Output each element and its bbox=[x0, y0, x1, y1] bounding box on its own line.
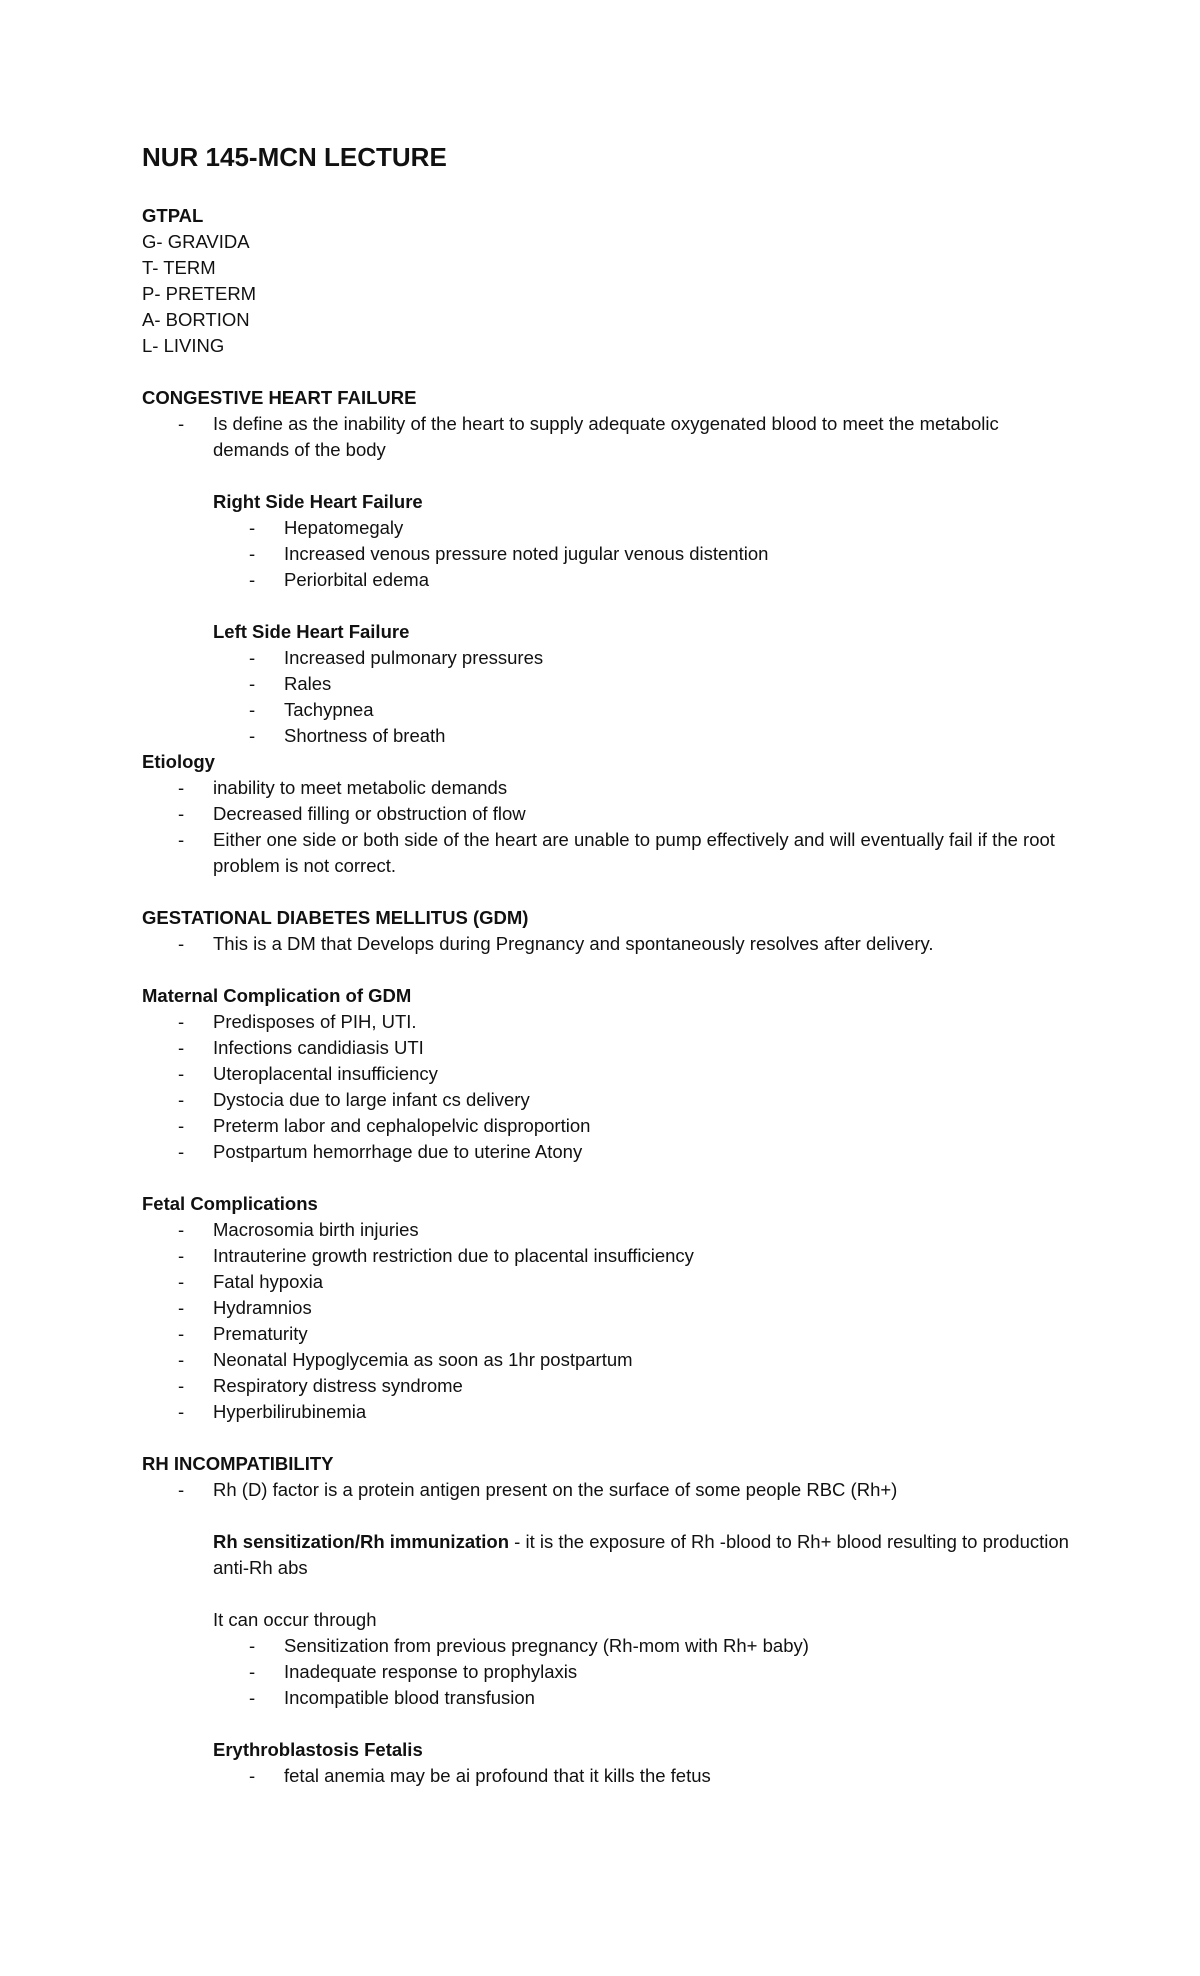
list-item-text: Prematurity bbox=[213, 1323, 308, 1344]
chf-heading: CONGESTIVE HEART FAILURE bbox=[142, 387, 417, 408]
list-item-text: Preterm labor and cephalopelvic disproportion bbox=[213, 1115, 591, 1136]
gdm-definition-item bbox=[142, 931, 1072, 957]
gdm-heading: GESTATIONAL DIABETES MELLITUS (GDM) bbox=[142, 907, 529, 928]
gtpal-item: A- BORTION bbox=[142, 309, 250, 330]
list-item-text: Periorbital edema bbox=[284, 569, 429, 590]
list-item-text: inability to meet metabolic demands bbox=[213, 777, 508, 798]
rh-definition-item bbox=[142, 1477, 1072, 1503]
list-item bbox=[142, 801, 1072, 827]
bullet-dash: - bbox=[249, 543, 256, 564]
maternal-complication-heading: Maternal Complication of GDM bbox=[142, 985, 412, 1006]
list-item-text: fetal anemia may be ai profound that it kills the fetus bbox=[284, 1765, 711, 1786]
erythroblastosis-heading: Erythroblastosis Fetalis bbox=[213, 1739, 423, 1760]
bullet-dash: - bbox=[249, 1687, 256, 1708]
list-item-text: Incompatible blood transfusion bbox=[284, 1687, 535, 1708]
list-item bbox=[142, 1321, 1072, 1347]
gtpal-item: T- TERM bbox=[142, 257, 216, 278]
list-item-text: Hyperbilirubinemia bbox=[213, 1401, 367, 1422]
rh-sensitization-text: - it is the exposure of Rh -blood to Rh+ blood resulting to production anti-Rh abs bbox=[213, 1531, 1069, 1578]
bullet-dash: - bbox=[249, 569, 256, 590]
fetal-complications-heading: Fetal Complications bbox=[142, 1193, 318, 1214]
list-item-text: Neonatal Hypoglycemia as soon as 1hr postpartum bbox=[213, 1349, 633, 1370]
gtpal-item: G- GRAVIDA bbox=[142, 231, 250, 252]
list-item-text: Macrosomia birth injuries bbox=[213, 1219, 419, 1240]
bullet-dash: - bbox=[178, 1115, 185, 1136]
list-item-text: Hepatomegaly bbox=[284, 517, 404, 538]
bullet-dash: - bbox=[178, 1245, 185, 1266]
left-heart-failure-heading: Left Side Heart Failure bbox=[213, 621, 410, 642]
list-item bbox=[142, 1243, 1072, 1269]
bullet-dash: - bbox=[178, 1011, 185, 1032]
list-item bbox=[142, 1763, 1072, 1789]
bullet-dash: - bbox=[178, 1089, 185, 1110]
document-body bbox=[142, 203, 1072, 1789]
list-item-text: Inadequate response to prophylaxis bbox=[284, 1661, 578, 1682]
list-item-text: Fatal hypoxia bbox=[213, 1271, 324, 1292]
bullet-dash: - bbox=[178, 1323, 185, 1344]
bullet-dash: - bbox=[178, 1375, 185, 1396]
bullet-dash: - bbox=[178, 413, 185, 434]
list-item bbox=[142, 1113, 1072, 1139]
list-item bbox=[142, 671, 1072, 697]
rh-definition: Rh (D) factor is a protein antigen present on the surface of some people RBC (Rh+) bbox=[213, 1479, 898, 1500]
bullet-dash: - bbox=[178, 777, 185, 798]
gtpal-heading: GTPAL bbox=[142, 205, 204, 226]
list-item bbox=[142, 827, 1072, 879]
bullet-dash: - bbox=[178, 829, 185, 850]
list-item bbox=[142, 645, 1072, 671]
bullet-dash: - bbox=[178, 933, 185, 954]
list-item bbox=[142, 1633, 1072, 1659]
list-item-text: Uteroplacental insufficiency bbox=[213, 1063, 438, 1084]
bullet-dash: - bbox=[178, 1349, 185, 1370]
list-item-text: Shortness of breath bbox=[284, 725, 446, 746]
rh-sensitization-term: Rh sensitization/Rh immunization bbox=[213, 1531, 510, 1552]
occur-through-heading: It can occur through bbox=[213, 1609, 377, 1630]
list-item bbox=[142, 775, 1072, 801]
bullet-dash: - bbox=[249, 1635, 256, 1656]
etiology-heading: Etiology bbox=[142, 751, 215, 772]
list-item-text: Tachypnea bbox=[284, 699, 374, 720]
rh-sensitization-paragraph bbox=[142, 1529, 1072, 1581]
rh-incompatibility-heading: RH INCOMPATIBILITY bbox=[142, 1453, 334, 1474]
list-item bbox=[142, 1685, 1072, 1711]
list-item bbox=[142, 1295, 1072, 1321]
bullet-dash: - bbox=[178, 1141, 185, 1162]
list-item-text: Hydramnios bbox=[213, 1297, 312, 1318]
list-item bbox=[142, 1061, 1072, 1087]
chf-definition-item bbox=[142, 411, 1072, 463]
bullet-dash: - bbox=[249, 1765, 256, 1786]
list-item bbox=[142, 1347, 1072, 1373]
list-item-text: Respiratory distress syndrome bbox=[213, 1375, 463, 1396]
list-item-text: Rales bbox=[284, 673, 332, 694]
list-item bbox=[142, 1139, 1072, 1165]
bullet-dash: - bbox=[249, 673, 256, 694]
list-item bbox=[142, 697, 1072, 723]
bullet-dash: - bbox=[178, 1271, 185, 1292]
bullet-dash: - bbox=[178, 1219, 185, 1240]
list-item bbox=[142, 723, 1072, 749]
bullet-dash: - bbox=[249, 699, 256, 720]
document-title: NUR 145-MCN LECTURE bbox=[142, 142, 447, 172]
list-item bbox=[142, 1009, 1072, 1035]
bullet-dash: - bbox=[178, 1297, 185, 1318]
bullet-dash: - bbox=[178, 1037, 185, 1058]
list-item bbox=[142, 567, 1072, 593]
list-item-text: Intrauterine growth restriction due to placental insufficiency bbox=[213, 1245, 694, 1266]
right-heart-failure-heading: Right Side Heart Failure bbox=[213, 491, 423, 512]
list-item bbox=[142, 1373, 1072, 1399]
gdm-definition: This is a DM that Develops during Pregnancy and spontaneously resolves after delivery. bbox=[213, 933, 934, 954]
list-item-text: Postpartum hemorrhage due to uterine Atony bbox=[213, 1141, 583, 1162]
list-item bbox=[142, 515, 1072, 541]
list-item-text: Decreased filling or obstruction of flow bbox=[213, 803, 526, 824]
bullet-dash: - bbox=[178, 1479, 185, 1500]
list-item-text: Either one side or both side of the heart are unable to pump effectively and will eventually fail if the root problem is not correct. bbox=[213, 829, 1055, 876]
bullet-dash: - bbox=[249, 1661, 256, 1682]
list-item bbox=[142, 1035, 1072, 1061]
list-item bbox=[142, 1269, 1072, 1295]
list-item bbox=[142, 1087, 1072, 1113]
list-item-text: Sensitization from previous pregnancy (Rh-mom with Rh+ baby) bbox=[284, 1635, 809, 1656]
gtpal-item: L- LIVING bbox=[142, 335, 225, 356]
bullet-dash: - bbox=[249, 725, 256, 746]
list-item bbox=[142, 1659, 1072, 1685]
bullet-dash: - bbox=[249, 517, 256, 538]
list-item bbox=[142, 541, 1072, 567]
list-item-text: Predisposes of PIH, UTI. bbox=[213, 1011, 417, 1032]
list-item bbox=[142, 1399, 1072, 1425]
bullet-dash: - bbox=[178, 803, 185, 824]
list-item-text: Increased venous pressure noted jugular venous distention bbox=[284, 543, 769, 564]
chf-definition: Is define as the inability of the heart to supply adequate oxygenated blood to meet the metabolic demands of the body bbox=[213, 413, 999, 460]
bullet-dash: - bbox=[178, 1401, 185, 1422]
list-item-text: Dystocia due to large infant cs delivery bbox=[213, 1089, 530, 1110]
list-item-text: Increased pulmonary pressures bbox=[284, 647, 544, 668]
list-item-text: Infections candidiasis UTI bbox=[213, 1037, 424, 1058]
bullet-dash: - bbox=[249, 647, 256, 668]
gtpal-item: P- PRETERM bbox=[142, 283, 257, 304]
list-item bbox=[142, 1217, 1072, 1243]
bullet-dash: - bbox=[178, 1063, 185, 1084]
